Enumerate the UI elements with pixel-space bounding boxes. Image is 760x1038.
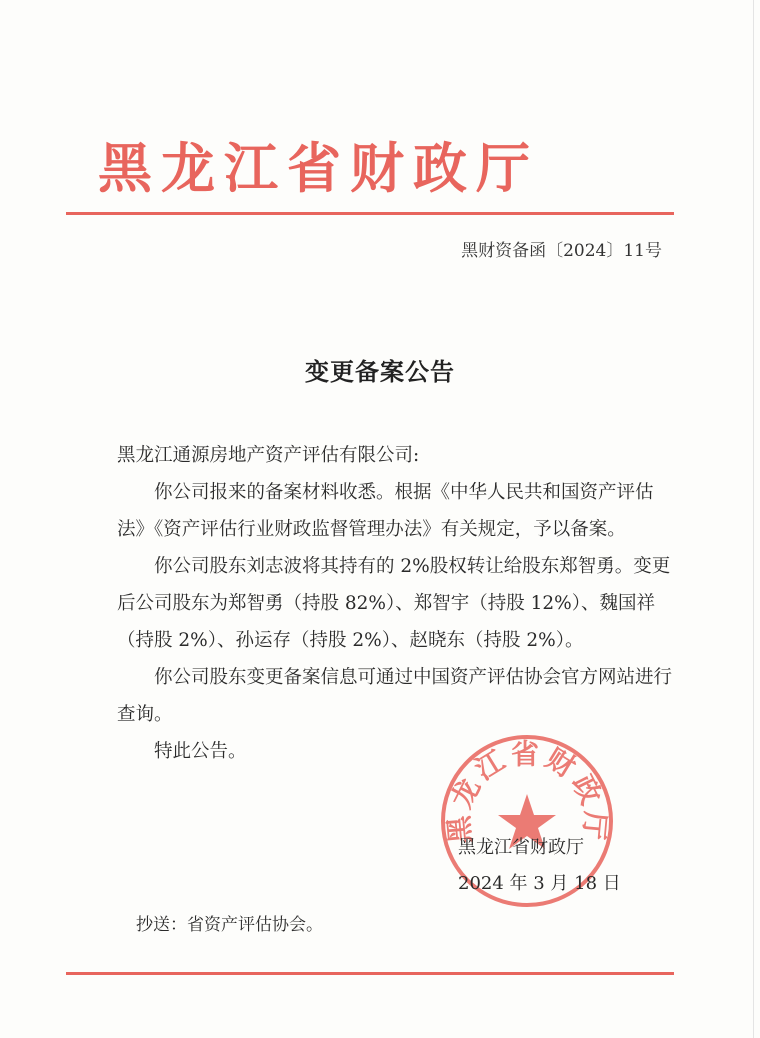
signature-organization: 黑龙江省财政厅 [458, 837, 584, 858]
scan-edge-line [753, 0, 754, 1038]
signature-block [458, 830, 621, 902]
paragraph-shareholders: 你公司股东刘志波将其持有的 2%股权转让给股东郑智勇。变更后公司股东为郑智勇（持股 82%）、郑智宇（持股 12%）、魏国祥（持股 2%）、孙运存（持股 2%）、赵晓东（持股 2%）。 [117, 556, 671, 651]
signature-date: 2024 年 3 月 18 日 [458, 873, 621, 894]
paragraph-closing: 特此公告。 [154, 741, 247, 762]
seal-text: 黑龙江省财政厅 [441, 737, 613, 846]
document-number: 黑财资备函〔2024〕11号 [461, 241, 662, 261]
cc-line: 抄送：省资产评估协会。 [136, 915, 323, 935]
paragraph-filing: 你公司报来的备案材料收悉。根据《中华人民共和国资产评估法》《资产评估行业财政监督管理办法》有关规定，予以备案。 [117, 482, 654, 540]
document-body [117, 437, 677, 770]
footer-red-rule [66, 972, 674, 975]
letterhead-red-rule [66, 212, 674, 215]
document-title: 变更备案公告 [305, 357, 455, 386]
paragraph-query: 你公司股东变更备案信息可通过中国资产评估协会官方网站进行查询。 [117, 667, 673, 725]
letterhead-title: 黑龙江省财政厅 [98, 136, 539, 200]
salutation: 黑龙江通源房地产资产评估有限公司: [117, 445, 420, 466]
